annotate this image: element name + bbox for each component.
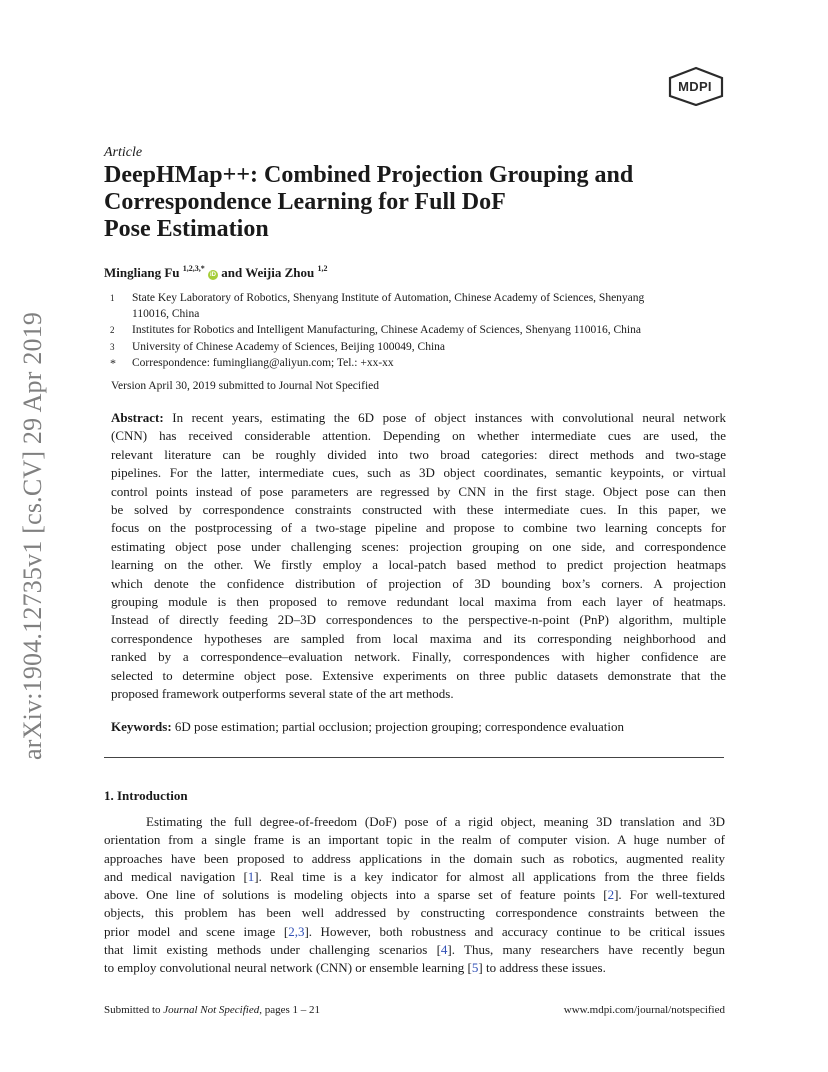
logo-text: MDPI: [678, 79, 712, 94]
intro-line: [104, 868, 725, 886]
author-name: and Weijia Zhou: [221, 265, 315, 280]
intro-line: [104, 941, 725, 959]
arxiv-side-stamp: arXiv:1904.12735v1 [cs.CV] 29 Apr 2019: [18, 311, 47, 760]
title-line: DeepHMap++: Combined Projection Grouping and: [104, 162, 634, 188]
affiliations: [0, 290, 828, 380]
author-list: [104, 264, 327, 281]
keywords-label: Keywords:: [111, 719, 172, 734]
abstract-line: relevant literature can be roughly divided into two broad categories: direct methods and two-stage: [111, 446, 726, 462]
intro-text: ]. Thus, many researchers have recently begun: [447, 942, 725, 958]
footer-journal-url[interactable]: www.mdpi.com/journal/notspecified: [563, 1004, 725, 1016]
intro-text: ]. For well-textured: [614, 887, 725, 903]
affiliation-mark: 3: [110, 342, 115, 352]
intro-line: [104, 850, 725, 868]
intro-text: approaches have been proposed to address applications in the domain such as robotics, augmented reality: [104, 850, 725, 866]
abstract-line: focus on the postprocessing of a two-stage pipeline and propose to combine two learning concepts for: [111, 520, 726, 536]
abstract-line: estimating object pose under challenging scenes: projection grouping on one side, and correspondence: [111, 538, 726, 554]
citation-link[interactable]: 1: [247, 868, 255, 884]
citation-link[interactable]: 2,3: [288, 923, 305, 939]
affiliation-line: State Key Laboratory of Robotics, Shenyang Institute of Automation, Chinese Academy of Sciences, Shenyang: [132, 292, 645, 304]
intro-text: Estimating the full degree-of-freedom (DoF) pose of a rigid object, meaning 3D translation and 3D: [146, 814, 725, 829]
intro-text: orientation from a single frame is an important topic in the realm of computer vision. A huge number of: [104, 832, 725, 848]
author-affiliation-marks: 1,2,3,*: [182, 264, 205, 273]
abstract-line: pipelines. For the latter, intermediate cues, such as 3D object coordinates, semantic keypoints, or virtual: [111, 465, 726, 481]
abstract: [111, 409, 726, 704]
intro-line: [104, 959, 725, 977]
keywords: [111, 718, 726, 736]
affiliation-2: Institutes for Robotics and Intelligent Manufacturing, Chinese Academy of Sciences, Shenyang 110016, China: [132, 324, 641, 336]
author-name: Mingliang Fu: [104, 265, 180, 280]
intro-text: ]. However, both robustness and accuracy continue to be critical issues: [304, 923, 725, 939]
intro-text: prior model and scene image [: [104, 923, 289, 939]
affiliation-mark: *: [110, 356, 116, 370]
mdpi-logo: [666, 66, 726, 106]
intro-text: that limit existing methods under challenging scenarios [: [104, 942, 441, 958]
introduction-paragraph: [104, 813, 725, 978]
intro-text: to employ convolutional neural network (CNN) or ensemble learning [: [104, 960, 472, 976]
keywords-line: [111, 718, 726, 736]
intro-text: objects, this problem has been well addressed by constructing correspondence constraints between the: [104, 905, 725, 921]
abstract-line: proposed framework outperforms several state of the art methods.: [111, 686, 454, 702]
footer-journal: Journal Not Specified: [163, 1004, 260, 1016]
abstract-line: Abstract: In recent years, estimating the 6D pose of object instances with convolutional neural network: [111, 410, 726, 425]
footer-submission: Submitted to Journal Not Specified, pages 1 – 21: [104, 1004, 321, 1016]
intro-line: [104, 831, 725, 849]
affiliation-3: University of Chinese Academy of Sciences, Beijing 100049, China: [132, 341, 445, 353]
abstract-line: selected to determine object pose. Extensive experiments on three public datasets demonstrate that the: [111, 667, 726, 683]
intro-line: [104, 923, 725, 941]
citation-link[interactable]: 2: [607, 887, 615, 903]
abstract-line: grouping module is then proposed to remove redundant local maxima from each layer of heatmaps.: [111, 594, 726, 610]
abstract-line: Instead of directly feeding 2D–3D correspondences to the perspective-n-point (PnP) algorithm, multiple: [111, 612, 726, 628]
section-heading: 1. Introduction: [104, 788, 188, 803]
title-line: Pose Estimation: [104, 216, 269, 242]
paper-title: [104, 162, 744, 243]
intro-line: [104, 904, 725, 922]
intro-line: [104, 813, 725, 831]
author-affiliation-marks: 1,2: [317, 264, 328, 273]
citation-link[interactable]: 4: [440, 942, 448, 958]
intro-text: ] to address these issues.: [478, 960, 606, 976]
abstract-line: correspondence hypotheses are sampled from local maxima and its corresponding neighborhood and: [111, 630, 726, 646]
abstract-label: Abstract:: [111, 410, 164, 425]
affiliation-1: [132, 290, 732, 322]
intro-text: and medical navigation [: [104, 868, 248, 884]
correspondence: Correspondence: fumingliang@aliyun.com; Tel.: +xx-xx: [132, 357, 394, 369]
affiliation-mark: 2: [110, 325, 115, 335]
abstract-line: which denote the confidence distribution of projection of 3D bounding box’s corners. A projection: [111, 575, 726, 591]
abstract-line: control points instead of pose parameters are regressed by CNN in the first stage. Object pose can then: [111, 483, 726, 499]
abstract-line: learning on the other. We firstly employ a local-patch based method to predict projection heatmaps: [111, 557, 726, 573]
orcid-icon[interactable]: iD: [210, 272, 216, 278]
version-note: Version April 30, 2019 submitted to Journal Not Specified: [111, 380, 379, 392]
keywords-text: 6D pose estimation; partial occlusion; projection grouping; correspondence evaluation: [174, 719, 625, 734]
intro-text: ]. Real time is a key indicator for almost all applications from the three fields: [254, 868, 725, 884]
section-divider: [104, 757, 724, 758]
affiliation-line: 110016, China: [132, 308, 200, 320]
intro-line: [104, 886, 725, 904]
title-line: Correspondence Learning for Full DoF: [104, 189, 506, 215]
abstract-line: ranked by a correspondence–evaluation network. Finally, correspondences with higher confidence are: [111, 649, 726, 665]
intro-text: above. One line of solutions is modeling objects into a sparse set of feature points [: [104, 887, 608, 903]
affiliation-mark: 1: [110, 293, 115, 303]
article-type: Article: [104, 145, 143, 160]
citation-link[interactable]: 5: [471, 960, 479, 976]
abstract-line: (CNN) has received considerable attention. Depending on whether intermediate cues are used, the: [111, 428, 726, 444]
abstract-line: be solved by correspondence constraints constructed with these intermediate cues. In this paper, we: [111, 502, 726, 518]
